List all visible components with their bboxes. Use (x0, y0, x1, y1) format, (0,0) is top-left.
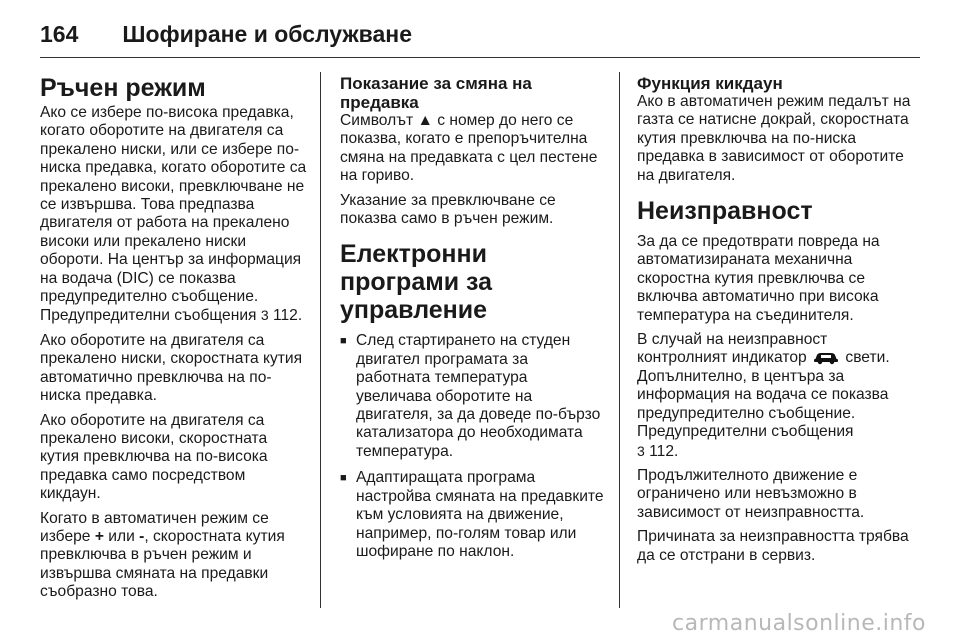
paragraph: Символът ▲ с номер до него се показва, когато е препоръчителна смяна на предавката с цел пестене на гориво. (340, 112, 598, 185)
page-ref-link[interactable]: 112. (272, 307, 303, 325)
list-item: ■ След стартирането на студен двигател програмата за работната температура увеличава оборотите на двигателя, за да доведе по-бързо катализатора до необходимата температура. (340, 332, 601, 460)
bullet-icon: ■ (340, 472, 347, 485)
paragraph: Ако в автоматичен режим педалът на газта се натисне докрай, скоростната кутия превключва на по-ниска предавка в зависимост от оборотите на двигателя. (637, 93, 911, 184)
bullet-icon: ■ (340, 335, 347, 348)
paragraph: В случай на неизправност контролният индикатор свети. Допълнително, в центъра за информация на водача се показва предупредително съобщение. Предупредителни съобщения 3 112. (637, 331, 890, 460)
paragraph: Причината за неизправността трябва да се отстрани в сервиз. (637, 528, 909, 564)
plus-symbol: + (94, 527, 104, 545)
paragraph: Указание за превключване се показва само в ръчен режим. (340, 191, 556, 228)
heading-manual-mode: Ръчен режим (40, 74, 206, 102)
column-3 (637, 74, 921, 571)
column-divider-2 (619, 72, 620, 608)
section-title: Шофиране и обслужване (122, 20, 412, 47)
paragraph: За да се предотврати повреда на автоматизираната механична скоростна кутия превключва се включва автоматично при висока температура на съединителя. (637, 233, 880, 324)
paragraph: Ако се избере по-висока предавка, когато оборотите на двигателя са прекалено ниски, или се избере по-ниска предавка, когато оборотите са прекалено високи, превключване не се извършва. Това предпазва двигателя от работа на прекалено високи или прекалено ниски обороти. На център за информация на водача (DIC) се показва предупредително съобщение. Предупредителни съобщения 3 112. (40, 104, 307, 325)
minus-symbol: - (139, 527, 145, 545)
up-arrow-icon: ▲ (417, 112, 433, 129)
paragraph: Ако оборотите на двигателя са прекалено високи, скоростната кутия превключва на по-висока предавка само посредством кикдаун. (40, 411, 268, 503)
header-divider (40, 57, 920, 58)
paragraph: Когато в автоматичен режим се избере + или -, скоростната кутия превключва в ръчен режим и извършва смяната на предавки съобразно това. (40, 509, 285, 601)
program-list (340, 332, 604, 561)
heading-kickdown: Функция кикдаун (637, 74, 783, 93)
list-item: ■ Адаптиращата програма настройва смяната на предавките към условията на движение, например, по-голям товар или шофиране по наклон. (340, 469, 604, 560)
page-ref-icon: 3 (637, 442, 645, 459)
column-1 (40, 74, 308, 608)
column-2 (340, 74, 604, 569)
heading-malfunction: Неизправност (637, 197, 813, 226)
page-number: 164 (40, 20, 79, 47)
page-ref-link[interactable]: 112. (649, 442, 679, 460)
column-divider-1 (320, 72, 321, 608)
paragraph: Ако оборотите на двигателя са прекалено ниски, скоростната кутия автоматично превключва на по-ниска предавка. (40, 331, 303, 405)
watermark: carmanualsonline.info (672, 611, 926, 636)
transmission-warning-icon (813, 349, 839, 365)
heading-shift-indicator: Показание за смяна на предавка (340, 74, 532, 112)
page-ref-icon: 3 (260, 307, 269, 324)
heading-electronic-programs: Електронни програми за управление (340, 240, 493, 325)
paragraph: Продължителното движение е ограничено или невъзможно в зависимост от неизправността. (637, 466, 865, 521)
page-header (40, 14, 920, 54)
